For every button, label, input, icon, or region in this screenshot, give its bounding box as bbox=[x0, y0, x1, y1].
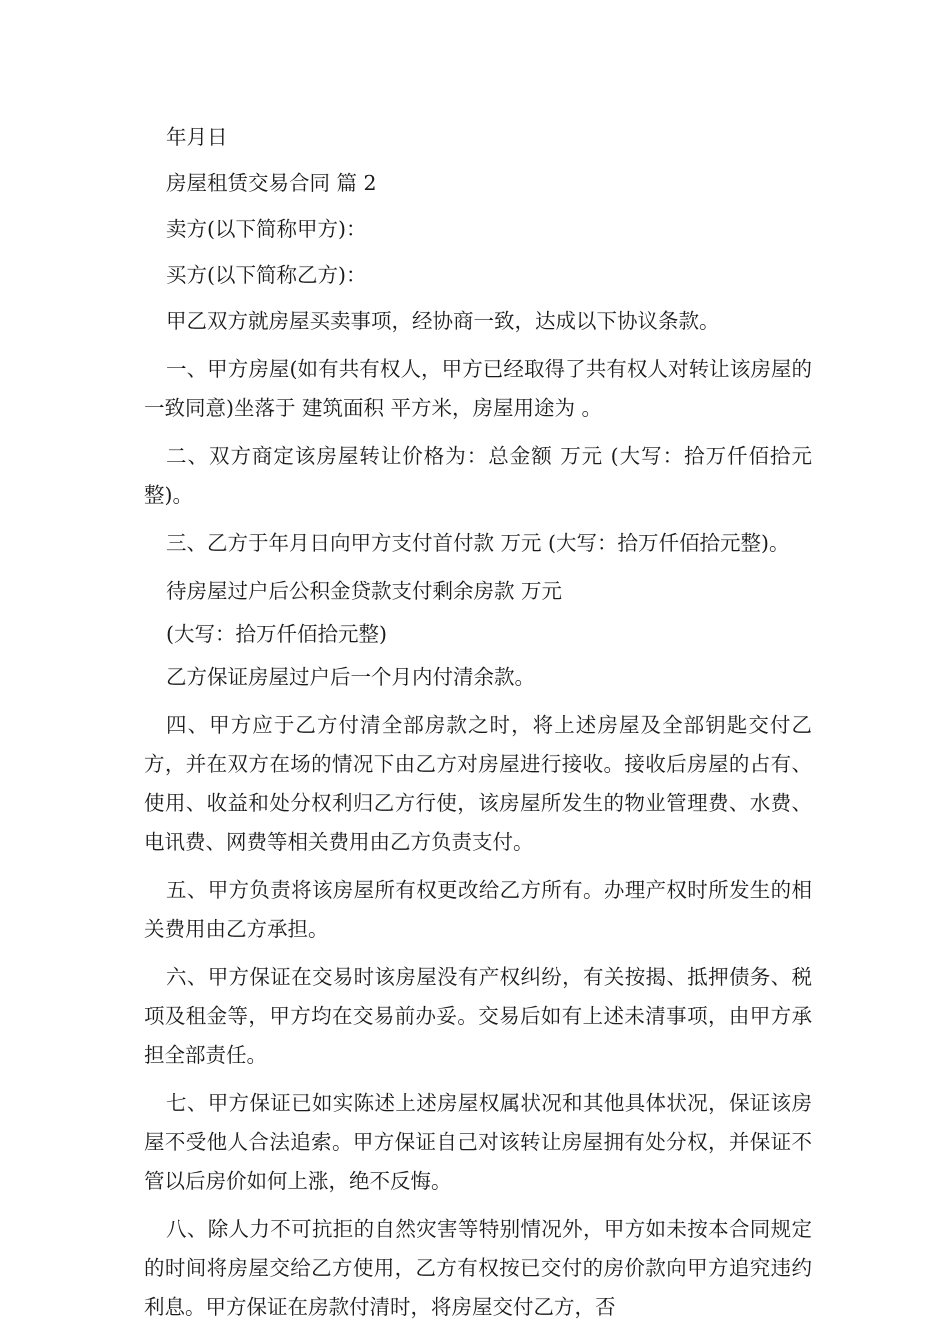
clause-6: 六、甲方保证在交易时该房屋没有产权纠纷，有关按揭、抵押债务、税项及租金等，甲方均在交易前办妥。交易后如有上述未清事项，由甲方承担全部责任。 bbox=[144, 965, 812, 1067]
buyer-line: 买方(以下简称乙方)： bbox=[166, 263, 367, 287]
clause-5: 五、甲方负责将该房屋所有权更改给乙方所有。办理产权时所发生的相关费用由乙方承担。 bbox=[144, 878, 812, 941]
document-body bbox=[144, 118, 812, 1336]
clause-2: 二、双方商定该房屋转让价格为：总金额 万元 (大写：拾万仟佰拾元整)。 bbox=[144, 444, 812, 507]
clause-7: 七、甲方保证已如实陈述上述房屋权属状况和其他具体状况，保证该房屋不受他人合法追索。甲方保证自己对该转让房屋拥有处分权，并保证不管以后房价如何上涨，绝不反悔。 bbox=[144, 1091, 812, 1193]
preamble-paragraph: 甲乙双方就房屋买卖事项，经协商一致，达成以下协议条款。 bbox=[166, 309, 720, 333]
seller-line: 卖方(以下简称甲方)： bbox=[166, 217, 367, 241]
clause-3-guarantee: 乙方保证房屋过户后一个月内付清余款。 bbox=[166, 665, 535, 689]
clause-3-remaining-payment: 待房屋过户后公积金贷款支付剩余房款 万元 bbox=[166, 579, 563, 603]
clause-8: 八、除人力不可抗拒的自然灾害等特别情况外，甲方如未按本合同规定的时间将房屋交给乙方使用，乙方有权按已交付的房价款向甲方追究违约利息。甲方保证在房款付清时，将房屋交付乙方，否 bbox=[144, 1217, 812, 1319]
clause-3-amount-in-words: (大写：拾万仟佰拾元整) bbox=[166, 622, 387, 646]
clause-4: 四、甲方应于乙方付清全部房款之时，将上述房屋及全部钥匙交付乙方，并在双方在场的情况下由乙方对房屋进行接收。接收后房屋的占有、使用、收益和处分权利归乙方行使，该房屋所发生的物业管理费、水费、电讯费、网费等相关费用由乙方负责支付。 bbox=[144, 713, 812, 854]
clause-3: 三、乙方于年月日向甲方支付首付款 万元 (大写：拾万仟佰拾元整)。 bbox=[166, 531, 790, 555]
clause-1: 一、甲方房屋(如有共有权人，甲方已经取得了共有权人对转让该房屋的一致同意)坐落于 建筑面积 平方米，房屋用途为 。 bbox=[144, 357, 812, 420]
date-line: 年月日 bbox=[166, 125, 228, 149]
contract-title: 房屋租赁交易合同 篇 2 bbox=[166, 171, 377, 195]
